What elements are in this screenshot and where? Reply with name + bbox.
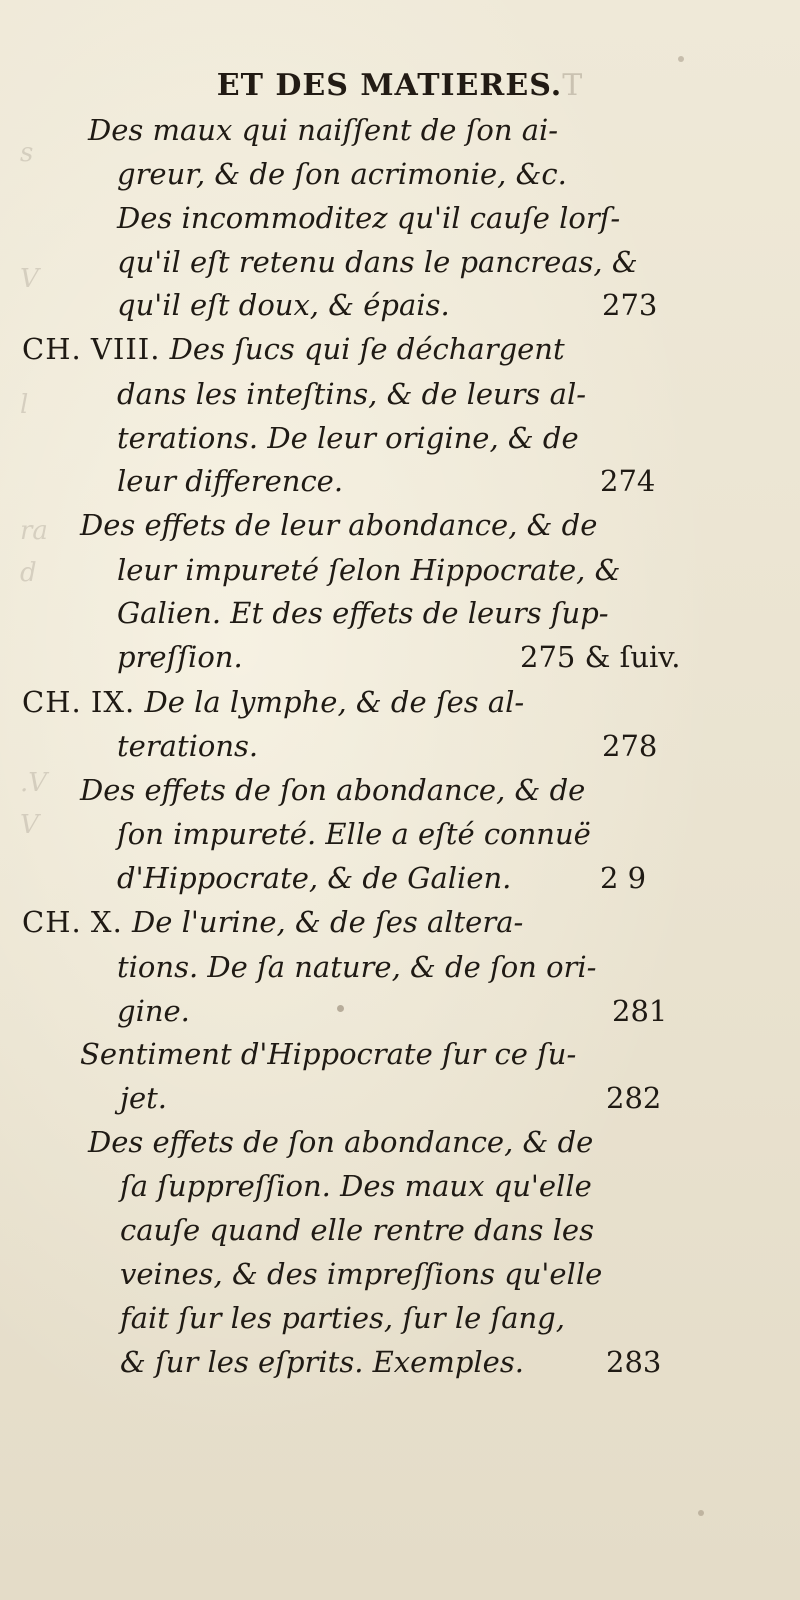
chapter-number: X. bbox=[90, 905, 123, 939]
entry-8-line-5: fait ſur les parties, ſur le ſang, bbox=[120, 1301, 565, 1335]
entry-6-line-3: gine. bbox=[117, 994, 190, 1028]
entry-8-line-2: ſa ſuppreſſion. Des maux qu'elle bbox=[120, 1169, 592, 1203]
entry-8-page-number: 283 bbox=[606, 1345, 662, 1379]
entry-4-page-number: 278 bbox=[602, 729, 658, 763]
entry-8-line-1: Des effets de ſon abondance, & de bbox=[88, 1125, 594, 1159]
entry-1-line-1: Des maux qui naiſſent de ſon ai- bbox=[88, 113, 559, 147]
entry-4-line-1: De la lymphe, & de ſes al- bbox=[144, 685, 525, 719]
entry-2-line-2: dans les inteſtins, & de leurs al- bbox=[117, 377, 587, 411]
entry-5-line-2: ſon impureté. Elle a eſté connuë bbox=[117, 817, 591, 851]
entry-3-line-3: Galien. Et des effets de leurs ſup- bbox=[117, 596, 609, 630]
chapter-label: CH. bbox=[22, 332, 82, 366]
ink-spot bbox=[337, 1005, 344, 1012]
entry-6-page-number: 281 bbox=[612, 994, 668, 1028]
entry-5-page-number: 2 9 bbox=[600, 861, 647, 895]
running-header bbox=[0, 68, 800, 103]
chapter-label: CH. bbox=[22, 685, 82, 719]
chapter-number: IX. bbox=[90, 685, 136, 719]
entry-1-line-5: qu'il eſt doux, & épais. bbox=[117, 288, 450, 322]
paper-speck bbox=[698, 1510, 704, 1516]
entry-7-line-2: jet. bbox=[120, 1081, 168, 1115]
bleed-through-text: s V l ra d .V V bbox=[20, 138, 48, 840]
chapter-9-heading bbox=[22, 685, 524, 719]
entry-8-line-6: & ſur les eſprits. Exemples. bbox=[120, 1345, 524, 1379]
entry-3-line-2: leur impureté ſelon Hippocrate, & bbox=[117, 553, 621, 587]
header-title: ET DES MATIERES. bbox=[216, 68, 563, 103]
entry-6-line-2: tions. De ſa nature, & de ſon ori- bbox=[117, 950, 597, 984]
entry-3-page-number: 275 & ſuiv. bbox=[520, 640, 681, 674]
entry-5-line-1: Des effets de ſon abondance, & de bbox=[80, 773, 586, 807]
entry-1-line-4: qu'il eſt retenu dans le pancreas, & bbox=[117, 245, 638, 279]
entry-7-line-1: Sentiment d'Hippocrate ſur ce ſu- bbox=[80, 1037, 577, 1071]
entry-1-line-3: Des incommoditez qu'il cauſe lorſ- bbox=[117, 201, 621, 235]
chapter-10-heading bbox=[22, 905, 523, 939]
entry-2-line-1: Des ſucs qui ſe déchargent bbox=[169, 332, 565, 366]
chapter-label: CH. bbox=[22, 905, 82, 939]
entry-2-page-number: 274 bbox=[600, 464, 656, 498]
entry-4-line-2: terations. bbox=[117, 729, 259, 763]
chapter-8-heading bbox=[22, 332, 565, 366]
paper-speck bbox=[678, 56, 684, 62]
entry-2-line-4: leur difference. bbox=[117, 464, 344, 498]
entry-3-line-1: Des effets de leur abondance, & de bbox=[80, 508, 598, 542]
entry-7-page-number: 282 bbox=[606, 1081, 662, 1115]
entry-6-line-1: De l'urine, & de ſes altera- bbox=[132, 905, 524, 939]
chapter-number: VIII. bbox=[90, 332, 161, 366]
entry-8-line-3: cauſe quand elle rentre dans les bbox=[120, 1213, 594, 1247]
entry-5-line-3: d'Hippocrate, & de Galien. bbox=[117, 861, 512, 895]
entry-8-line-4: veines, & des impreſſions qu'elle bbox=[120, 1257, 603, 1291]
header-bleed-through: T bbox=[562, 68, 584, 103]
entry-2-line-3: terations. De leur origine, & de bbox=[117, 421, 579, 455]
entry-1-line-2: greur, & de ſon acrimonie, &c. bbox=[117, 157, 567, 191]
entry-1-page-number: 273 bbox=[602, 288, 658, 322]
entry-3-line-4: preſſion. bbox=[117, 640, 243, 674]
